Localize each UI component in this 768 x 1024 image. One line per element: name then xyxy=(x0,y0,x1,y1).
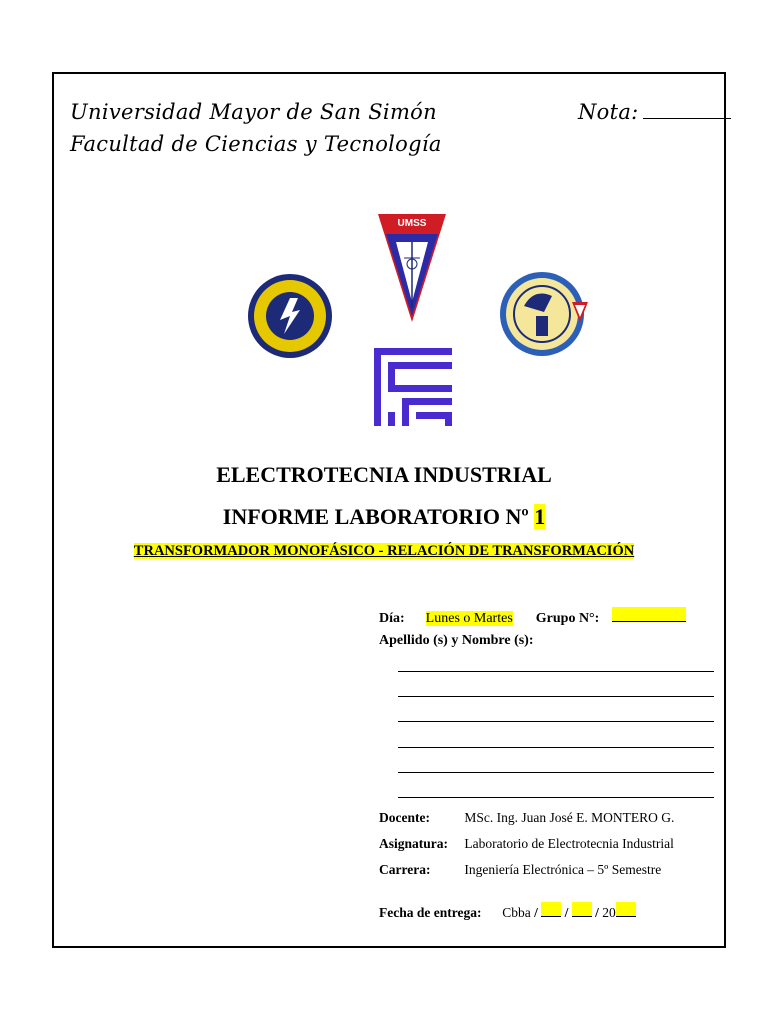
carrera-value: Ingeniería Electrónica – 5º Semestre xyxy=(464,862,662,877)
report-subtitle xyxy=(0,543,768,560)
name-line[interactable] xyxy=(398,721,714,722)
name-line[interactable] xyxy=(398,772,714,773)
report-number: 1 xyxy=(534,504,546,529)
day-group-row xyxy=(379,607,686,627)
day-value: Lunes o Martes xyxy=(425,611,513,626)
umss-logo-icon xyxy=(376,212,448,324)
name-line[interactable] xyxy=(398,696,714,697)
date-separator: / xyxy=(564,905,569,920)
faculty-logo-icon xyxy=(374,348,452,426)
grade-field xyxy=(578,100,731,124)
name-line[interactable] xyxy=(398,797,714,798)
delivery-date-label: Fecha de entrega: xyxy=(379,905,482,920)
group-label: Grupo N°: xyxy=(535,611,600,626)
electronics-seal-icon xyxy=(498,266,590,360)
name-line[interactable] xyxy=(398,671,714,672)
group-number-blank[interactable] xyxy=(612,607,686,622)
docente-row xyxy=(379,810,674,826)
names-label: Apellido (s) y Nombre (s): xyxy=(379,633,534,648)
carrera-row xyxy=(379,862,661,878)
delivery-date-row xyxy=(379,902,636,921)
grade-label: Nota: xyxy=(578,100,639,124)
carrera-label: Carrera: xyxy=(379,862,431,877)
university-name: Universidad Mayor de San Simón xyxy=(70,100,437,124)
asignatura-row xyxy=(379,836,674,852)
date-separator: / xyxy=(534,905,538,920)
month-blank[interactable] xyxy=(572,902,592,917)
report-title xyxy=(0,504,768,530)
asignatura-label: Asignatura: xyxy=(379,836,449,851)
grade-blank xyxy=(643,100,731,119)
date-separator: / xyxy=(595,905,599,920)
docente-label: Docente: xyxy=(379,810,430,825)
name-line[interactable] xyxy=(398,747,714,748)
report-subtitle-text: TRANSFORMADOR MONOFÁSICO - RELACIÓN DE TRANSFORMACIÓN xyxy=(133,543,635,559)
asignatura-value: Laboratorio de Electrotecnia Industrial xyxy=(464,836,674,851)
faculty-name: Facultad de Ciencias y Tecnología xyxy=(70,132,442,156)
delivery-city: Cbba xyxy=(502,905,531,920)
year-blank[interactable] xyxy=(616,902,636,917)
day-blank[interactable] xyxy=(541,902,561,917)
report-title-text: INFORME LABORATORIO Nº xyxy=(222,504,529,529)
docente-value: MSc. Ing. Juan José E. MONTERO G. xyxy=(464,810,675,825)
day-label: Día: xyxy=(379,611,405,626)
umss-logo-text: UMSS xyxy=(397,218,427,229)
year-prefix: 20 xyxy=(602,905,616,920)
engineering-seal-icon xyxy=(246,272,334,360)
course-title: ELECTROTECNIA INDUSTRIAL xyxy=(216,462,552,487)
